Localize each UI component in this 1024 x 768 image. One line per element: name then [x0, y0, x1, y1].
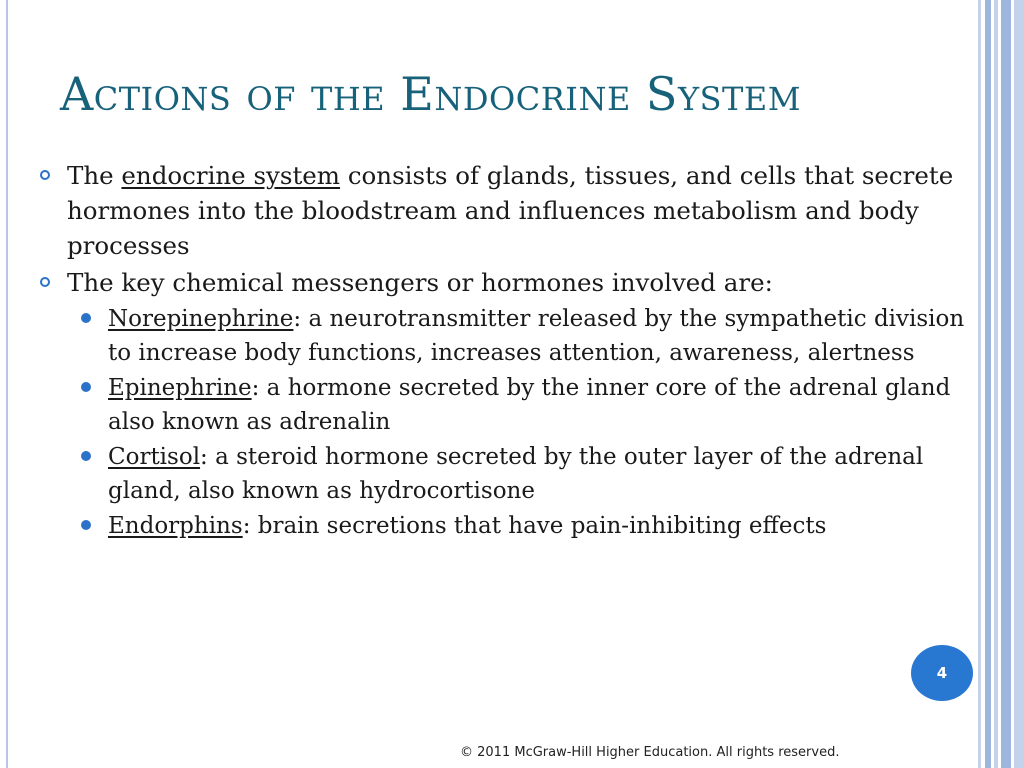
sub-bullet-epinephrine	[81, 371, 975, 439]
term-endorphins: Endorphins	[108, 513, 243, 539]
hollow-circle-bullet-icon	[40, 277, 50, 287]
filled-circle-bullet-icon	[81, 451, 91, 461]
left-border-line	[6, 0, 8, 768]
sub-bullet-text: : a steroid hormone secreted by the outer layer of the adrenal gland, also known as hydrocortisone	[108, 444, 924, 504]
page-number: 4	[936, 664, 948, 682]
decorative-stripe	[1014, 0, 1024, 768]
sub-bullet-text: : a hormone secreted by the inner core of the adrenal gland also known as adrenalin	[108, 375, 951, 435]
slide-body	[40, 158, 975, 544]
bullet-item-endocrine	[40, 158, 975, 263]
sub-bullet-endorphins	[81, 509, 975, 543]
page-number-badge	[911, 645, 973, 701]
sub-bullet-norepinephrine	[81, 302, 975, 370]
decorative-stripe	[978, 0, 981, 768]
bullet-text: consists of glands, tissues, and cells that secrete hormones into the bloodstream and influences metabolism and body processes	[67, 161, 954, 260]
term-epinephrine: Epinephrine	[108, 375, 252, 401]
term-norepinephrine: Norepinephrine	[108, 306, 294, 332]
hollow-circle-bullet-icon	[40, 170, 50, 180]
filled-circle-bullet-icon	[81, 382, 91, 392]
sub-bullet-cortisol	[81, 440, 975, 508]
sub-bullet-text: : a neurotransmitter released by the sympathetic division to increase body functions, increases attention, awareness, alertness	[108, 306, 965, 366]
decorative-stripe	[985, 0, 991, 768]
bullet-item-key-messengers	[40, 265, 975, 300]
slide-title: Actions of the Endocrine System	[60, 67, 801, 121]
decorative-stripe	[994, 0, 998, 768]
sub-bullet-text: : brain secretions that have pain-inhibiting effects	[242, 513, 827, 539]
term-endocrine-system: endocrine system	[121, 161, 341, 190]
bullet-text: The key chemical messengers or hormones involved are:	[67, 268, 773, 297]
copyright-footer: © 2011 McGraw-Hill Higher Education. All rights reserved.	[460, 745, 840, 760]
term-cortisol: Cortisol	[108, 444, 201, 470]
filled-circle-bullet-icon	[81, 520, 91, 530]
decorative-stripe	[1001, 0, 1011, 768]
filled-circle-bullet-icon	[81, 313, 91, 323]
bullet-prefix: The	[67, 161, 122, 190]
